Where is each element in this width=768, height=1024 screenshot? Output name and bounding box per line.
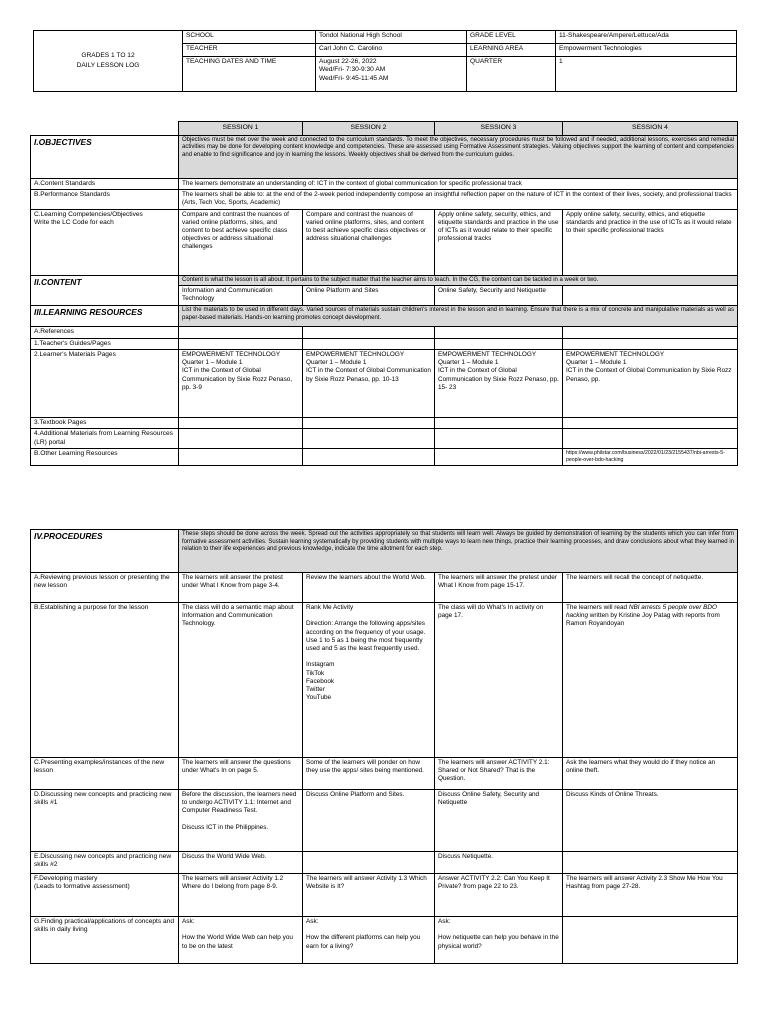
procedure-d-s2: Discuss Online Platform and Sites. bbox=[303, 790, 435, 852]
procedure-c-s2: Some of the learners will ponder on how they use the apps/ sites being mentioned. bbox=[303, 758, 435, 790]
session-header-3: SESSION 3 bbox=[435, 122, 563, 136]
references-label: A.References bbox=[31, 327, 179, 338]
session-header-2: SESSION 2 bbox=[303, 122, 435, 136]
content-s1: Information and Communication Technology bbox=[179, 286, 303, 306]
procedure-a-s4: The learners will recall the concept of netiquette. bbox=[563, 573, 738, 603]
procedure-e-s4 bbox=[563, 852, 738, 874]
resources-note: List the materials to be used in different days. Varied sources of materials sustain children's interest in the lesson and in learning. Ensure that there is a mix of concrete and manipulative materials as well as paper-based materials. Hands-on learning promotes concept development. bbox=[179, 306, 738, 327]
procedure-b-s2: Rank Me Activity Direction: Arrange the following apps/sites according on the frequency of your usage. Use 1 to 5 as 1 being the most frequently used and 5 as the least frequently used. Instagram TikTok Facebook Twitter YouTube bbox=[303, 603, 435, 758]
session-header-4: SESSION 4 bbox=[563, 122, 738, 136]
textbook-label: 3.Textbook Pages bbox=[31, 418, 179, 429]
procedure-c-label: C.Presenting examples/instances of the new lesson bbox=[31, 758, 179, 790]
performance-standards-label: B.Performance Standards bbox=[31, 190, 179, 209]
procedure-g-s1: Ask: How the World Wide Web can help you to be on the latest bbox=[179, 917, 303, 964]
procedures-title: IV.PROCEDURES bbox=[31, 530, 179, 573]
competency-s3: Apply online safety, security, ethics, and etiquette standards and practice in the use of ICTs as it would relate to their specific professional tracks bbox=[435, 209, 563, 275]
quarter-value: 1 bbox=[556, 57, 737, 92]
teacher-value: Carl John C. Carolino bbox=[316, 44, 467, 57]
procedure-g-s4 bbox=[563, 917, 738, 964]
learner-materials-s3: EMPOWERMENT TECHNOLOGY Quarter 1 – Module 1 ICT in the Context of Global Communication by Sixie Rozz Penaso, pp. 15- 23 bbox=[435, 350, 563, 418]
resources-title: III.LEARNING RESOURCES bbox=[31, 306, 179, 327]
procedure-d-label: D.Discussing new concepts and practicing new skills #1 bbox=[31, 790, 179, 852]
procedure-f-label: F.Developing mastery (Leads to formative assessment) bbox=[31, 874, 179, 917]
learner-materials-label: 2.Learner's Materials Pages bbox=[31, 350, 179, 418]
lesson-table-procedures bbox=[30, 529, 738, 964]
procedure-a-s3: The learners will answer the pretest under What I Know from page 15-17. bbox=[435, 573, 563, 603]
procedure-b-s1: The class will do a semantic map about Information and Communication Technology. bbox=[179, 603, 303, 758]
content-note: Content is what the lesson is all about. It pertains to the subject matter that the teacher aims to teach. In the CG, the content can be tackled in a week or two. bbox=[179, 275, 738, 286]
procedure-a-s2: Review the learners about the World Web. bbox=[303, 573, 435, 603]
procedure-e-label: E.Discussing new concepts and practicing new skills #2 bbox=[31, 852, 179, 874]
procedure-c-s1: The learners will answer the questions under What's In on page 5. bbox=[179, 758, 303, 790]
procedure-f-s3: Answer ACTIVITY 2.2: Can You Keep It Private? from page 22 to 23. bbox=[435, 874, 563, 917]
learner-materials-s2: EMPOWERMENT TECHNOLOGY Quarter 1 – Module 1 ICT in the Context of Global Communication by Sixie Rozz Penaso, pp. 10-13 bbox=[303, 350, 435, 418]
competency-s4: Apply online safety, security, ethics, and etiquette standards and practice in the use of ICTs as it would relate to their specific professional tracks bbox=[563, 209, 738, 275]
school-label: SCHOOL bbox=[183, 31, 316, 44]
content-title: II.CONTENT bbox=[31, 275, 179, 306]
procedure-g-s2: Ask: How the different platforms can help you earn for a living? bbox=[303, 917, 435, 964]
procedure-e-s3: Discuss Netiquette. bbox=[435, 852, 563, 874]
learner-materials-s4: EMPOWERMENT TECHNOLOGY Quarter 1 – Module 1 ICT in the Context of Global Communication by Sixie Rozz Penaso, pp. bbox=[563, 350, 738, 418]
procedure-d-s3: Discuss Online Safety, Security and Netiquette bbox=[435, 790, 563, 852]
content-standards-label: A.Content Standards bbox=[31, 178, 179, 189]
learning-area-label: LEARNING AREA bbox=[467, 44, 556, 57]
additional-materials-label: 4.Additional Materials from Learning Resources (LR) portal bbox=[31, 429, 179, 449]
procedure-b-s3: The class will do What's In activity on page 17. bbox=[435, 603, 563, 758]
procedure-a-s1: The learners will answer the pretest under What I Know from page 3-4. bbox=[179, 573, 303, 603]
procedure-g-label: G.Finding practical/applications of concepts and skills in daily living bbox=[31, 917, 179, 964]
procedure-e-s2 bbox=[303, 852, 435, 874]
teacher-label: TEACHER bbox=[183, 44, 316, 57]
procedure-e-s1: Discuss the World Wide Web. bbox=[179, 852, 303, 874]
procedure-b-s4: The learners will read NBI arrests 5 people over BDO hacking written by Kristine Joy Patag with reports from Ramon Royandoyan bbox=[563, 603, 738, 758]
procedure-a-label: A.Reviewing previous lesson or presenting the new lesson bbox=[31, 573, 179, 603]
objectives-note: Objectives must be met over the week and connected to the curriculum standards. To meet the objectives, necessary procedures must be followed and if needed, additional lessons, exercises and remedial activities may be done for developing content knowledge and competencies. These are assessed using Formative Assessment strategies. Valuing objectives support the learning of content and competencies and enable to find significance and joy in learning the lessons. Weekly objectives shall be derived from the curriculum guides. bbox=[179, 135, 738, 178]
procedure-d-s1: Before the discussion, the learners need to undergo ACTIVITY 1.1: Internet and Computer Readiness Test. Discuss ICT in the Philippines. bbox=[179, 790, 303, 852]
procedure-b-label: B.Establishing a purpose for the lesson bbox=[31, 603, 179, 758]
procedure-g-s3: Ask: How netiquette can help you behave in the physical world? bbox=[435, 917, 563, 964]
performance-standards-text: The learners shall be able to: at the end of the 2-week period independently compose an insightful reflection paper on the nature of ICT in the context of their lives, society, and professional tracks (Arts, Tech Voc, Sports, Academic) bbox=[179, 190, 738, 209]
other-resources-label: B.Other Learning Resources bbox=[31, 449, 179, 465]
lesson-table-top bbox=[30, 121, 738, 466]
procedure-f-s2: The learners will answer Activity 1.3 Which Website is It? bbox=[303, 874, 435, 917]
competency-s1: Compare and contrast the nuances of varied online platforms, sites, and content to best achieve specific class objectives or address situational challenges bbox=[179, 209, 303, 275]
dates-label: TEACHING DATES AND TIME bbox=[183, 57, 316, 92]
competency-s2: Compare and contrast the nuances of varied online platforms, sites, and content to best achieve specific class objectives or address situational challenges bbox=[303, 209, 435, 275]
content-s3: Online Safety, Security and Netiquette bbox=[435, 286, 563, 306]
school-value: Tondol National High School bbox=[316, 31, 467, 44]
procedures-note: These steps should be done across the week. Spread out the activities appropriately so that students will learn well. Always be guided by demonstration of learning by the students which you can infer from formative assessment activities. Sustain learning systematically by providing students with multiple ways to learn new things, practice their learning processes, and draw conclusions about what they learned in relation to their life experiences and previous knowledge, indicate the time allotment for each step. bbox=[179, 530, 738, 573]
grade-level-value: 11-Shakespeare/Ampere/Lettuce/Ada bbox=[556, 31, 737, 44]
procedure-f-s1: The learners will answer Activity 1.2 Where do I belong from page 8-9. bbox=[179, 874, 303, 917]
competencies-label: C.Learning Competencies/Objectives Write the LC Code for each bbox=[31, 209, 179, 275]
grade-level-label: GRADE LEVEL bbox=[467, 31, 556, 44]
learning-area-value: Empowerment Technologies bbox=[556, 44, 737, 57]
procedure-c-s3: The learners will answer ACTIVITY 2.1: Shared or Not Shared? That is the Question. bbox=[435, 758, 563, 790]
dates-value: August 22-26, 2022 Wed/Fri- 7:30-9:30 AM Wed/Fri- 9:45-11:45 AM bbox=[316, 57, 467, 92]
quarter-label: QUARTER bbox=[467, 57, 556, 92]
objectives-title: I.OBJECTIVES bbox=[31, 135, 179, 178]
content-standards-text: The learners demonstrate an understanding of: ICT in the context of global communication for specific professional track bbox=[179, 178, 738, 189]
procedure-c-s4: Ask the learners what they would do if they notice an online theft. bbox=[563, 758, 738, 790]
session-header-1: SESSION 1 bbox=[179, 122, 303, 136]
procedure-f-s4: The learners will answer Activity 2.3 Show Me How You Hashtag from page 27-28. bbox=[563, 874, 738, 917]
teacher-guides-label: 1.Teacher's Guides/Pages bbox=[31, 338, 179, 349]
procedure-d-s4: Discuss Kinds of Online Threats. bbox=[563, 790, 738, 852]
other-resources-link[interactable]: https://www.philstar.com/business/2022/01/23/2155437/nbi-arrests-5-people-over-bdo-hacking bbox=[563, 449, 738, 465]
grade-title: GRADES 1 TO 12 DAILY LESSON LOG bbox=[34, 31, 183, 92]
content-s4 bbox=[563, 286, 738, 306]
header-table bbox=[33, 30, 737, 92]
content-s2: Online Platform and Sites bbox=[303, 286, 435, 306]
learner-materials-s1: EMPOWERMENT TECHNOLOGY Quarter 1 – Module 1 ICT in the Context of Global Communication by Sixie Rozz Penaso, pp. 3-9 bbox=[179, 350, 303, 418]
